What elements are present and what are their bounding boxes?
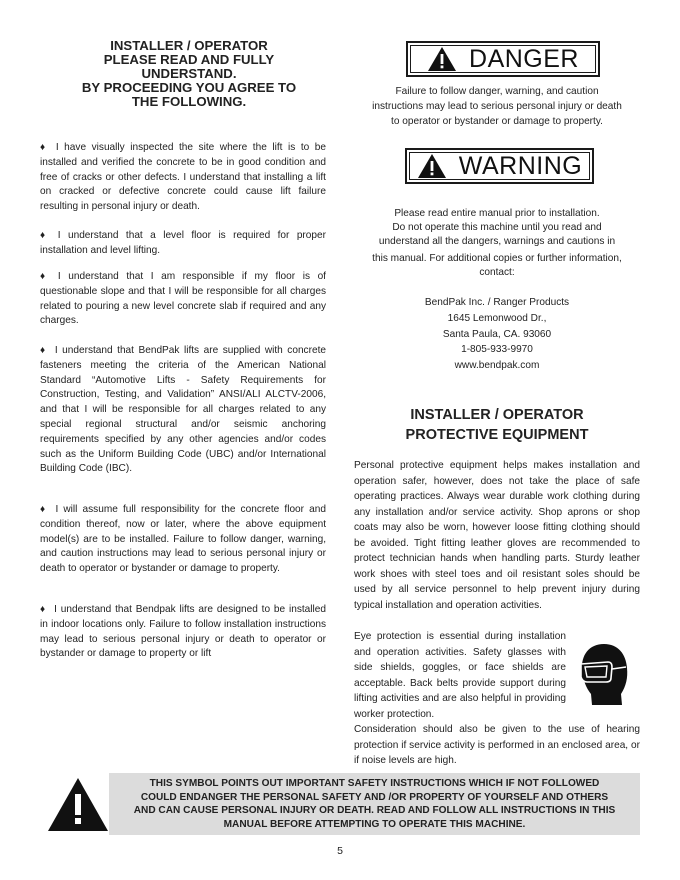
warning-text-line: this manual. For additional copies or further information, <box>372 252 622 264</box>
agreement-title-line: PLEASE READ AND FULLY <box>103 52 275 67</box>
agreement-title-line: UNDERSTAND. <box>141 66 237 81</box>
agreement-text: I will assume full responsibility for the concrete floor and condition thereof, now or later, where the above equipment model(s) are to be installed. Failure to follow danger, warning, and caution instructions may lead to serious personal injury or death to operator or bystander or damage to property. <box>40 504 327 575</box>
safety-notice-line: THIS SYMBOL POINTS OUT IMPORTANT SAFETY INSTRUCTIONS WHICH IF NOT FOLLOWED <box>149 778 600 789</box>
agreement-title-line: THE FOLLOWING. <box>131 94 247 109</box>
warning-text-line: Please read entire manual prior to installation. <box>394 208 600 219</box>
page-number: 5 <box>337 845 343 857</box>
warning-text-line: Do not operate this machine until you read and <box>392 222 602 234</box>
danger-text-line: instructions may lead to serious personal injury or death <box>372 101 622 113</box>
danger-text-line: Failure to follow danger, warning, and caution <box>395 86 599 97</box>
contact-phone: 1-805-933-9970 <box>461 344 533 356</box>
agreement-item <box>40 344 326 477</box>
safety-alert-triangle-icon <box>47 777 109 832</box>
safety-notice-line: MANUAL BEFORE ATTEMPTING TO OPERATE THIS MACHINE. <box>223 818 526 830</box>
agreement-text: I understand that BendPak lifts are supplied with concrete fasteners meeting the criteria of the American National Standard “Automotive Lifts - Safety Requirements for Construction, Testing, and Validation” ANSI/ALI ALCTV-2006, and that I will be responsible for all charges related to any special regional structural and/or seismic anchoring requirements specified by any other agencies and/or codes such as the Uniform Building Code (UBC) and/or International Building Code (IBC). <box>40 345 326 475</box>
diamond-bullet-icon: ♦ <box>40 504 48 515</box>
safety-notice <box>109 773 640 835</box>
warning-text-line: understand all the dangers, warnings and cautions in <box>378 236 616 248</box>
safety-notice-line: COULD ENDANGER THE PERSONAL SAFETY AND /OR PROPERTY OF YOURSELF AND OTHERS <box>140 791 609 803</box>
agreement-item <box>40 141 326 215</box>
agreement-item <box>40 270 326 329</box>
agreement-title-line: BY PROCEEDING YOU AGREE TO <box>81 80 297 95</box>
agreement-text: I have visually inspected the site where the lift is to be installed and verified the concrete to be in good condition and free of cracks or other defects. I understand that installing a lift on cracked or defective concrete could cause lift failure resulting in personal injury or death. <box>40 142 327 213</box>
ppe-title-line: INSTALLER / OPERATOR <box>410 407 584 423</box>
danger-label: DANGER <box>469 44 579 73</box>
contact-website-link[interactable]: www.bendpak.com <box>454 360 540 372</box>
warning-triangle-icon <box>427 46 457 72</box>
agreement-title <box>40 39 326 109</box>
diamond-bullet-icon: ♦ <box>40 142 48 153</box>
agreement-item <box>40 603 326 662</box>
hearing-protection-text: Consideration should also be given to the use of hearing protection if service activity is performed in an enclosed area, or if noise levels are high. <box>354 724 640 766</box>
warning-banner <box>405 148 594 184</box>
danger-text <box>354 84 640 130</box>
safety-notice-line: AND CAN CAUSE PERSONAL INJURY OR DEATH. READ AND FOLLOW ALL INSTRUCTIONS IN THIS <box>133 805 616 816</box>
diamond-bullet-icon: ♦ <box>40 604 47 615</box>
agreement-text: I understand that a level floor is required for proper installation and level lifting. <box>40 230 326 256</box>
left-column <box>40 39 326 109</box>
agreement-item <box>40 229 326 259</box>
diamond-bullet-icon: ♦ <box>40 345 47 356</box>
warning-text <box>354 207 640 280</box>
contact-block <box>354 295 640 374</box>
agreement-text: I understand that I am responsible if my floor is of questionable slope and that I will be responsible for all charges related to pouring a new level concrete slab if required and any charges. <box>40 271 326 327</box>
diamond-bullet-icon: ♦ <box>40 271 50 282</box>
eye-protection-text: Eye protection is essential during installation and operation activities. Safety glasses with side shields, goggles, or face shields are acceptable. Back belts provide support during lifting activities and are also helpful in providing worker protection. <box>354 631 566 720</box>
diamond-bullet-icon: ♦ <box>40 230 50 241</box>
warning-label: WARNING <box>458 151 583 180</box>
warning-triangle-icon <box>417 153 447 179</box>
safety-glasses-head-icon <box>578 642 630 706</box>
agreement-text: I understand that Bendpak lifts are designed to be installed in indoor locations only. Failure to follow installation instructions may lead to serious personal injury or death to operator or bystander or damage to property or lift <box>40 604 326 660</box>
agreement-item <box>40 503 326 577</box>
danger-text-line: to operator or bystander or damage to property. <box>391 116 603 128</box>
agreement-title-line: INSTALLER / OPERATOR <box>110 38 268 53</box>
ppe-title <box>354 406 640 445</box>
contact-street: 1645 Lemonwood Dr., <box>447 312 547 324</box>
contact-company: BendPak Inc. / Ranger Products <box>424 297 570 308</box>
danger-banner <box>406 41 600 77</box>
ppe-title-line: PROTECTIVE EQUIPMENT <box>405 426 589 443</box>
warning-text-line: contact: <box>479 266 515 278</box>
contact-city: Santa Paula, CA. 93060 <box>442 328 552 340</box>
ppe-body: Personal protective equipment helps makes installation and operation safer, however, does not take the place of safe operating practices. Always wear durable work clothing during any installation and/or service activity. Shop aprons or shop coats may also be worn, however loose fitting clothing should be avoided. Tight fitting leather gloves are recommended to protect technician hands when handling parts. Sturdy leather work shoes with steel toes and oil resistant soles should be used by all service personnel to help prevent injury during typical installation and operation activities. <box>354 460 640 611</box>
